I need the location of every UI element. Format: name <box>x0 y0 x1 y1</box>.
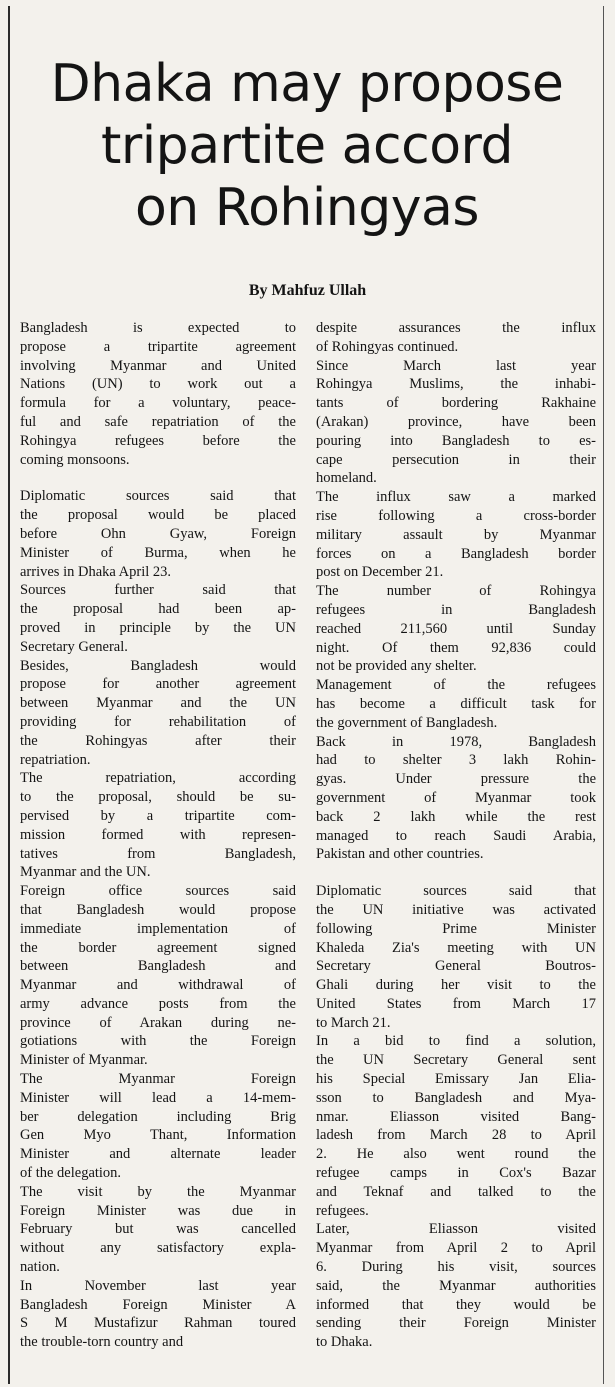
text-line: ful and safe repatriation of the <box>20 413 296 430</box>
text-line: government of Myanmar took <box>316 789 596 806</box>
text-line: to Dhaka. <box>316 1334 373 1351</box>
text-line: Diplomatic sources said that <box>20 488 296 505</box>
text-line: before Ohn Gyaw, Foreign <box>20 525 296 542</box>
text-line: mission formed with represen- <box>20 826 296 843</box>
paragraph <box>316 733 596 865</box>
text-line: managed to reach Saudi Arabia, <box>316 827 596 844</box>
text-line: Later, Eliasson visited <box>316 1221 596 1238</box>
text-line: formula for a voluntary, peace- <box>20 395 296 412</box>
text-line: gotiations with the Foreign <box>20 1033 296 1050</box>
text-line: tatives from Bangladesh, <box>20 845 296 862</box>
text-line: between Bangladesh and <box>20 958 296 975</box>
paragraph <box>20 769 296 882</box>
text-line: The number of Rohingya <box>316 583 596 600</box>
text-line: homeland. <box>316 470 377 487</box>
headline-line-1: Dhaka may propose <box>50 53 564 114</box>
paragraph <box>316 676 596 732</box>
text-line: February but was cancelled <box>20 1221 296 1238</box>
text-line: Foreign Minister was due in <box>20 1202 296 1219</box>
text-line: the Rohingyas after their <box>20 732 296 749</box>
article-column-right <box>316 319 596 1352</box>
text-line: despite assurances the influx <box>316 320 596 336</box>
text-line: sson to Bangladesh and Mya- <box>316 1089 596 1106</box>
paragraph <box>316 582 596 676</box>
text-line: night. Of them 92,836 could <box>316 639 596 656</box>
paragraph-gap <box>316 864 596 882</box>
text-line: Myanmar and withdrawal of <box>20 977 296 994</box>
text-line: had to shelter 3 lakh Rohin- <box>316 752 596 769</box>
text-line: Myanmar from April 2 to April <box>316 1240 596 1257</box>
text-line: Since March last year <box>316 357 596 374</box>
text-line: involving Myanmar and United <box>20 357 296 374</box>
text-line: to March 21. <box>316 1014 391 1031</box>
text-line: nmar. Eliasson visited Bang- <box>316 1108 596 1125</box>
text-line: The Myanmar Foreign <box>20 1071 296 1088</box>
text-line: his Special Emissary Jan Elia- <box>316 1071 596 1088</box>
text-line: reached 211,560 until Sunday <box>316 620 596 637</box>
text-line: refugees. <box>316 1202 369 1219</box>
text-line: immediate implementation of <box>20 920 296 937</box>
text-line: tants of bordering Rakhaine <box>316 395 596 412</box>
paragraph <box>316 882 596 1032</box>
text-line: Minister will lead a 14-mem- <box>20 1089 296 1106</box>
text-line: Foreign office sources said <box>20 883 296 900</box>
text-line: pervised by a tripartite com- <box>20 807 296 824</box>
text-line: cape persecution in their <box>316 451 596 468</box>
text-line: proved in principle by the UN <box>20 619 296 636</box>
text-line: arrives in Dhaka April 23. <box>20 563 172 580</box>
text-line: Myanmar and the UN. <box>20 864 151 881</box>
text-line: Minister and alternate leader <box>20 1146 296 1163</box>
text-line: providing for rehabilitation of <box>20 713 296 730</box>
text-line: not be provided any shelter. <box>316 658 477 675</box>
text-line: and Teknaf and talked to the <box>316 1183 596 1200</box>
paragraph <box>316 488 596 582</box>
text-line: The visit by the Myanmar <box>20 1183 296 1200</box>
text-line: to the proposal, should be su- <box>20 789 296 806</box>
paragraph <box>316 1032 596 1220</box>
text-line: Minister of Myanmar. <box>20 1052 148 1069</box>
text-line: the UN initiative was activated <box>316 901 596 918</box>
text-line: repatriation. <box>20 751 91 768</box>
text-line: The repatriation, according <box>20 770 296 787</box>
paragraph <box>20 319 296 469</box>
paragraph <box>316 319 596 357</box>
text-line: Secretary General. <box>20 638 128 655</box>
text-line: Khaleda Zia's meeting with UN <box>316 939 596 956</box>
text-line: Minister of Burma, when he <box>20 544 296 561</box>
headline-line-3: on Rohingyas <box>134 177 479 238</box>
paragraph <box>316 1220 596 1352</box>
text-line: In a bid to find a solution, <box>316 1033 596 1050</box>
text-line: refugee camps in Cox's Bazar <box>316 1165 596 1182</box>
text-line: Besides, Bangladesh would <box>20 657 296 674</box>
text-line: Diplomatic sources said that <box>316 883 596 900</box>
text-line: Secretary General Boutros- <box>316 958 596 975</box>
text-line: between Myanmar and the UN <box>20 695 296 712</box>
paragraph <box>20 1277 296 1352</box>
text-line: forces on a Bangladesh border <box>316 545 596 562</box>
text-line: without any satisfactory expla- <box>20 1240 296 1257</box>
text-line: S M Mustafizur Rahman toured <box>20 1315 296 1332</box>
text-line: following Prime Minister <box>316 920 596 937</box>
text-line: 6. During his visit, sources <box>316 1259 596 1276</box>
paragraph <box>20 581 296 656</box>
paragraph <box>20 487 296 581</box>
text-line: Gen Myo Thant, Information <box>20 1127 296 1144</box>
column-rule-left <box>8 6 10 1384</box>
paragraph-gap <box>20 469 296 487</box>
text-line: gyas. Under pressure the <box>316 771 596 788</box>
text-line: back 2 lakh while the rest <box>316 808 596 825</box>
text-line: of the delegation. <box>20 1165 122 1182</box>
text-line: United States from March 17 <box>316 995 596 1012</box>
paragraph <box>20 657 296 770</box>
text-line: refugees in Bangladesh <box>316 601 596 618</box>
text-line: Pakistan and other countries. <box>316 846 484 863</box>
text-line: of Rohingyas continued. <box>316 338 459 355</box>
text-line: propose for another agreement <box>20 676 296 693</box>
text-line: Rohingya refugees before the <box>20 432 296 449</box>
text-line: Sources further said that <box>20 582 296 599</box>
text-line: The influx saw a marked <box>316 489 596 506</box>
text-line: post on December 21. <box>316 564 444 581</box>
text-line: Bangladesh Foreign Minister A <box>20 1296 296 1313</box>
paragraph <box>20 882 296 1070</box>
text-line: (Arakan) province, have been <box>316 413 596 430</box>
text-line: coming monsoons. <box>20 451 130 468</box>
text-line: the proposal would be placed <box>20 507 296 524</box>
text-line: nation. <box>20 1259 60 1276</box>
text-line: Ghali during her visit to the <box>316 977 596 994</box>
text-line: the border agreement signed <box>20 939 296 956</box>
text-line: military assault by Myanmar <box>316 526 596 543</box>
text-line: province of Arakan during ne- <box>20 1014 296 1031</box>
text-line: said, the Myanmar authorities <box>316 1277 596 1294</box>
article-column-left <box>20 319 296 1352</box>
headline-line-2: tripartite accord <box>100 115 514 176</box>
text-line: pouring into Bangladesh to es- <box>316 432 596 449</box>
text-line: the trouble-torn country and <box>20 1334 184 1351</box>
text-line: has become a difficult task for <box>316 695 596 712</box>
text-line: propose a tripartite agreement <box>20 338 296 355</box>
paragraph <box>20 1183 296 1277</box>
text-line: that Bangladesh would propose <box>20 901 296 918</box>
byline: By Mahfuz Ullah <box>248 282 367 299</box>
text-line: sending their Foreign Minister <box>316 1315 596 1332</box>
text-line: Rohingya Muslims, the inhabi- <box>316 376 596 393</box>
text-line: In November last year <box>20 1277 296 1294</box>
text-line: Management of the refugees <box>316 677 596 694</box>
text-line: the proposal had been ap- <box>20 601 296 618</box>
text-line: the government of Bangladesh. <box>316 714 498 731</box>
headline <box>18 53 596 239</box>
column-rule-right <box>603 6 604 1384</box>
paragraph <box>316 357 596 489</box>
text-line: Bangladesh is expected to <box>20 320 296 336</box>
text-line: ladesh from March 28 to April <box>316 1127 596 1144</box>
paragraph <box>20 1070 296 1183</box>
text-line: informed that they would be <box>316 1296 596 1313</box>
text-line: Nations (UN) to work out a <box>20 376 296 393</box>
text-line: army advance posts from the <box>20 995 296 1012</box>
text-line: Back in 1978, Bangladesh <box>316 733 596 750</box>
text-line: rise following a cross-border <box>316 507 596 524</box>
text-line: ber delegation including Brig <box>20 1108 296 1125</box>
text-line: 2. He also went round the <box>316 1146 596 1163</box>
text-line: the UN Secretary General sent <box>316 1052 596 1069</box>
